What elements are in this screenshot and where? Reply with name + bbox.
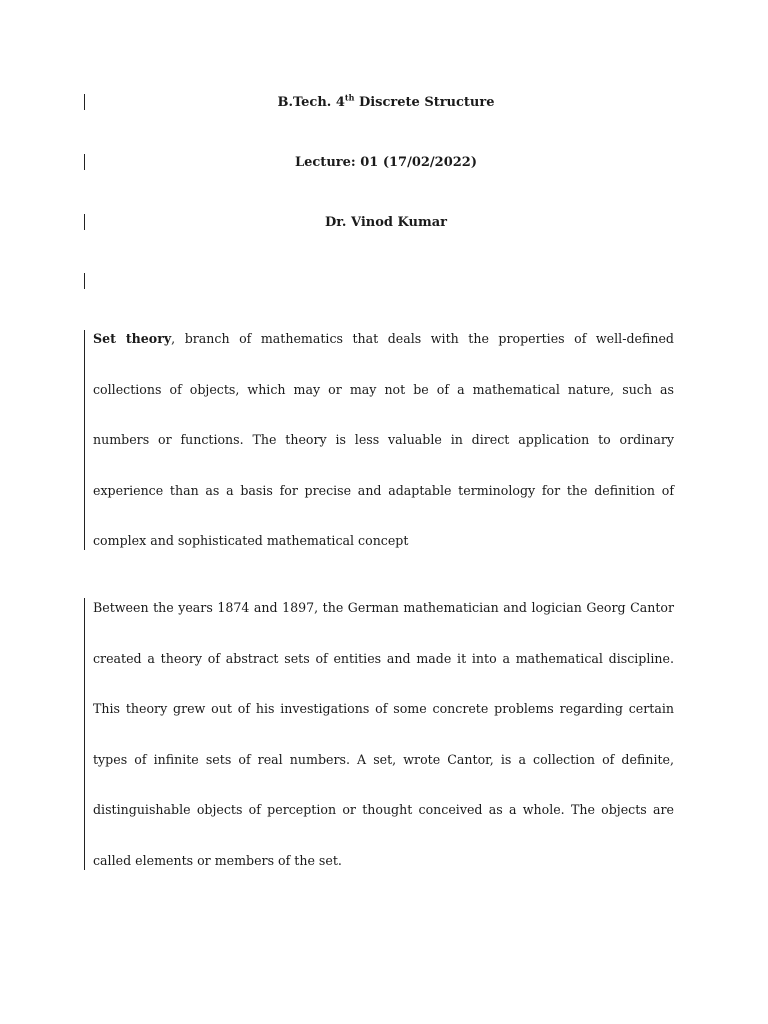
paragraph-set-theory-text: , branch of mathematics that deals with the properties of well-defined collections of objects, which may or may not be of a mathematical nature, such as numbers or functions. The theory is less valuable in direct application to ordinary experience than as a basis for precise and adaptable terminology for the definition of complex and sophisticated mathematical concept (93, 331, 674, 548)
term-set-theory: Set theory (93, 331, 172, 346)
change-bar (84, 330, 85, 550)
change-bar (84, 598, 85, 870)
paragraph-set-theory (93, 314, 674, 567)
paragraph-cantor: Between the years 1874 and 1897, the German mathematician and logician Georg Cantor created a theory of abstract sets of entities and made it into a mathematical discipline. This theory grew out of his investigations of some concrete problems regarding certain types of infinite sets of real numbers. A set, wrote Cantor, is a collection of definite, distinguishable objects of perception or thought conceived as a whole. The objects are called elements or members of the set. (93, 600, 674, 868)
change-bar (84, 273, 85, 289)
author-line: Dr. Vinod Kumar (324, 215, 447, 230)
course-title (0, 92, 768, 111)
course-title-superscript: th (344, 92, 355, 103)
course-title-suffix: Discrete Structure (354, 95, 495, 110)
lecture-line: Lecture: 01 (17/02/2022) (294, 155, 477, 170)
course-title-prefix: B.Tech. 4 (277, 95, 345, 110)
